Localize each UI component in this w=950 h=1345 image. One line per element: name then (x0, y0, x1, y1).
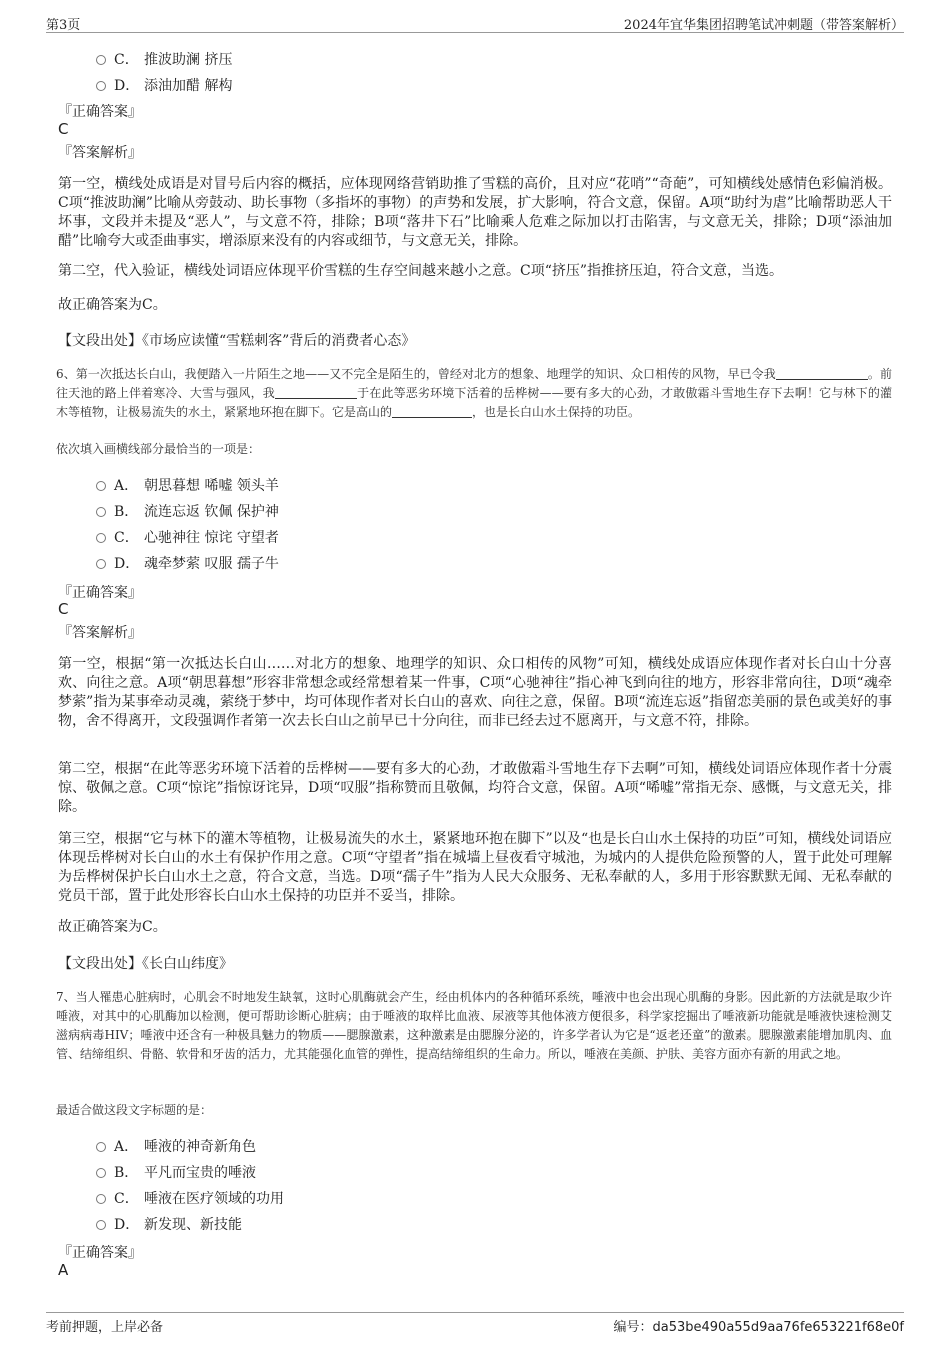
option-c[interactable]: C． 推波助澜 挤压 (96, 49, 232, 69)
option-b[interactable]: B． 流连忘返 钦佩 保护神 (96, 501, 279, 521)
answer-tag: 『正确答案』 (58, 1245, 142, 1261)
analysis-paragraph: 第一空，横线处成语是对冒号后内容的概括，应体现网络营销助推了雪糕的高价，且对应“花哨”“奇葩”，可知横线处感情色彩偏消极。C项“推波助澜”比喻从旁鼓动、助长事物（多指坏的事物）的声势和发展，扩大影响，符合文意，保留。A项“助纣为虐”比喻帮助恶人干坏事，文段并未提及“恶人”，与文意不符，排除；B项“落井下石”比喻乘人危难之际加以打击陷害，与文意无关，排除；D项“添油加醋”比喻夸大或歪曲事实，增添原来没有的内容或细节，与文意无关，排除。 (58, 176, 892, 249)
option-d[interactable]: D． 添油加醋 解构 (96, 75, 232, 95)
page-footer (46, 1312, 904, 1335)
source-line: 【文段出处】《市场应读懂“雪糕刺客”背后的消费者心态》 (58, 333, 416, 349)
question-stem: 6、第一次抵达长白山，我便踏入一片陌生之地——又不完全是陌生的，曾经对北方的想象、地理学的知识、众口相传的风物，早已令我 。前往天池的路上伴着寒冷、大雪与强风，我 于在此等恶劣环境下活着的岳桦树——要有多大的心劲，才敢傲霜斗雪地生存下去啊！它与林下的灌木等植物，让极易流失的水土，紧紧地环抱在脚下。它是高山的 ，也是长白山水土保持的功臣。 (56, 367, 892, 419)
page-header (46, 12, 904, 33)
radio-icon[interactable] (96, 1168, 106, 1178)
analysis-paragraph: 故正确答案为C。 (58, 919, 167, 935)
radio-icon[interactable] (96, 533, 106, 543)
source-line: 【文段出处】《长白山纬度》 (58, 956, 233, 972)
option-a[interactable]: A． 朝思暮想 唏嘘 领头羊 (96, 475, 279, 495)
option-c[interactable]: C． 唾液在医疗领域的功用 (96, 1188, 284, 1208)
answer-tag: 『正确答案』 (58, 104, 142, 120)
option-b[interactable]: B． 平凡而宝贵的唾液 (96, 1162, 256, 1182)
footer-slogan: 考前押题，上岸必备 (46, 1320, 164, 1335)
option-d[interactable]: D． 魂牵梦萦 叹服 孺子牛 (96, 553, 279, 573)
radio-icon[interactable] (96, 559, 106, 569)
analysis-paragraph: 故正确答案为C。 (58, 297, 167, 313)
radio-icon[interactable] (96, 81, 106, 91)
radio-icon[interactable] (96, 1194, 106, 1204)
analysis-tag: 『答案解析』 (58, 625, 142, 641)
option-c[interactable]: C． 心驰神往 惊诧 守望者 (96, 527, 279, 547)
option-d[interactable]: D． 新发现、新技能 (96, 1214, 242, 1234)
question-stem: 7、当人罹患心脏病时，心肌会不时地发生缺氧，这时心肌酶就会产生，经由机体内的各种循环系统，唾液中也会出现心肌酶的身影。因此新的方法就是取少许唾液，对其中的心肌酶加以检测，便可帮助诊断心脏病；由于唾液的取样比血液、尿液等其他体液方便很多，科学家挖掘出了唾液新功能就是唾液快速检测艾滋病病毒HIV；唾液中还含有一种极具魅力的物质——腮腺激素，这种激素是由腮腺分泌的，许多学者认为它是“返老还童”的激素。腮腺激素能增加肌肉、血管、结缔组织、骨骼、软骨和牙齿的活力，尤其能强化血管的弹性，提高结缔组织的生命力。所以，唾液在美颜、护肤、美容方面亦有新的用武之地。 (56, 990, 892, 1061)
document-title: 2024年宜华集团招聘笔试冲刺题（带答案解析） (623, 18, 904, 33)
answer-value: A (58, 1261, 69, 1279)
analysis-paragraph: 第一空，根据“第一次抵达长白山……对北方的想象、地理学的知识、众口相传的风物”可知，横线处成语应体现作者对长白山十分喜欢、向往之意。A项“朝思暮想”形容非常想念或经常想着某一件事，C项“心驰神往”指心神飞到向往的地方，形容非常向往，D项“魂牵梦萦”指为某事牵动灵魂，萦绕于梦中，均可体现作者对长白山的喜欢、向往之意，保留。B项“流连忘返”指留恋美丽的景色或美好的事物，舍不得离开，文段强调作者第一次去长白山之前早已十分向往，而非已经去过不愿离开，与文意不符，排除。 (58, 656, 892, 729)
question-prompt: 依次填入画横线部分最恰当的一项是： (56, 442, 261, 456)
radio-icon[interactable] (96, 1220, 106, 1230)
radio-icon[interactable] (96, 55, 106, 65)
question-prompt: 最适合做这段文字标题的是： (56, 1103, 213, 1117)
analysis-tag: 『答案解析』 (58, 145, 142, 161)
answer-value: C (58, 120, 69, 138)
blank-line (392, 405, 472, 418)
radio-icon[interactable] (96, 1142, 106, 1152)
radio-icon[interactable] (96, 507, 106, 517)
analysis-paragraph: 第三空，根据“它与林下的灌木等植物，让极易流失的水土，紧紧地环抱在脚下”以及“也是长白山水土保持的功臣”可知，横线处词语应体现岳桦树对长白山的水土有保护作用之意。C项“守望者”指在城墙上昼夜看守城池，为城内的人提供危险预警的人，置于此处可理解为岳桦树保护长白山水土之意，符合文意，当选。D项“孺子牛”指为人民大众服务、无私奉献的人，多用于形容默默无闻、无私奉献的党员干部，置于此处形容长白山水土保持的功臣并不妥当，排除。 (58, 831, 892, 904)
radio-icon[interactable] (96, 481, 106, 491)
analysis-paragraph: 第二空，根据“在此等恶劣环境下活着的岳桦树——要有多大的心劲，才敢傲霜斗雪地生存下去啊”可知，横线处词语应体现作者十分震惊、敬佩之意。C项“惊诧”指惊讶诧异，D项“叹服”指称赞而且敬佩，均符合文意，保留。A项“唏嘘”常指无奈、感慨，与文意无关，排除。 (58, 761, 892, 815)
blank-line (776, 367, 868, 380)
analysis-paragraph: 第二空，代入验证，横线处词语应体现平价雪糕的生存空间越来越小之意。C项“挤压”指推挤压迫，符合文意，当选。 (58, 263, 784, 279)
option-a[interactable]: A． 唾液的神奇新角色 (96, 1136, 256, 1156)
answer-value: C (58, 600, 69, 618)
answer-tag: 『正确答案』 (58, 585, 142, 601)
page-number: 第3页 (46, 18, 81, 33)
blank-line (275, 386, 357, 399)
document-code: 编号：da53be490a55d9aa76fe653221f68e0f (613, 1320, 904, 1335)
